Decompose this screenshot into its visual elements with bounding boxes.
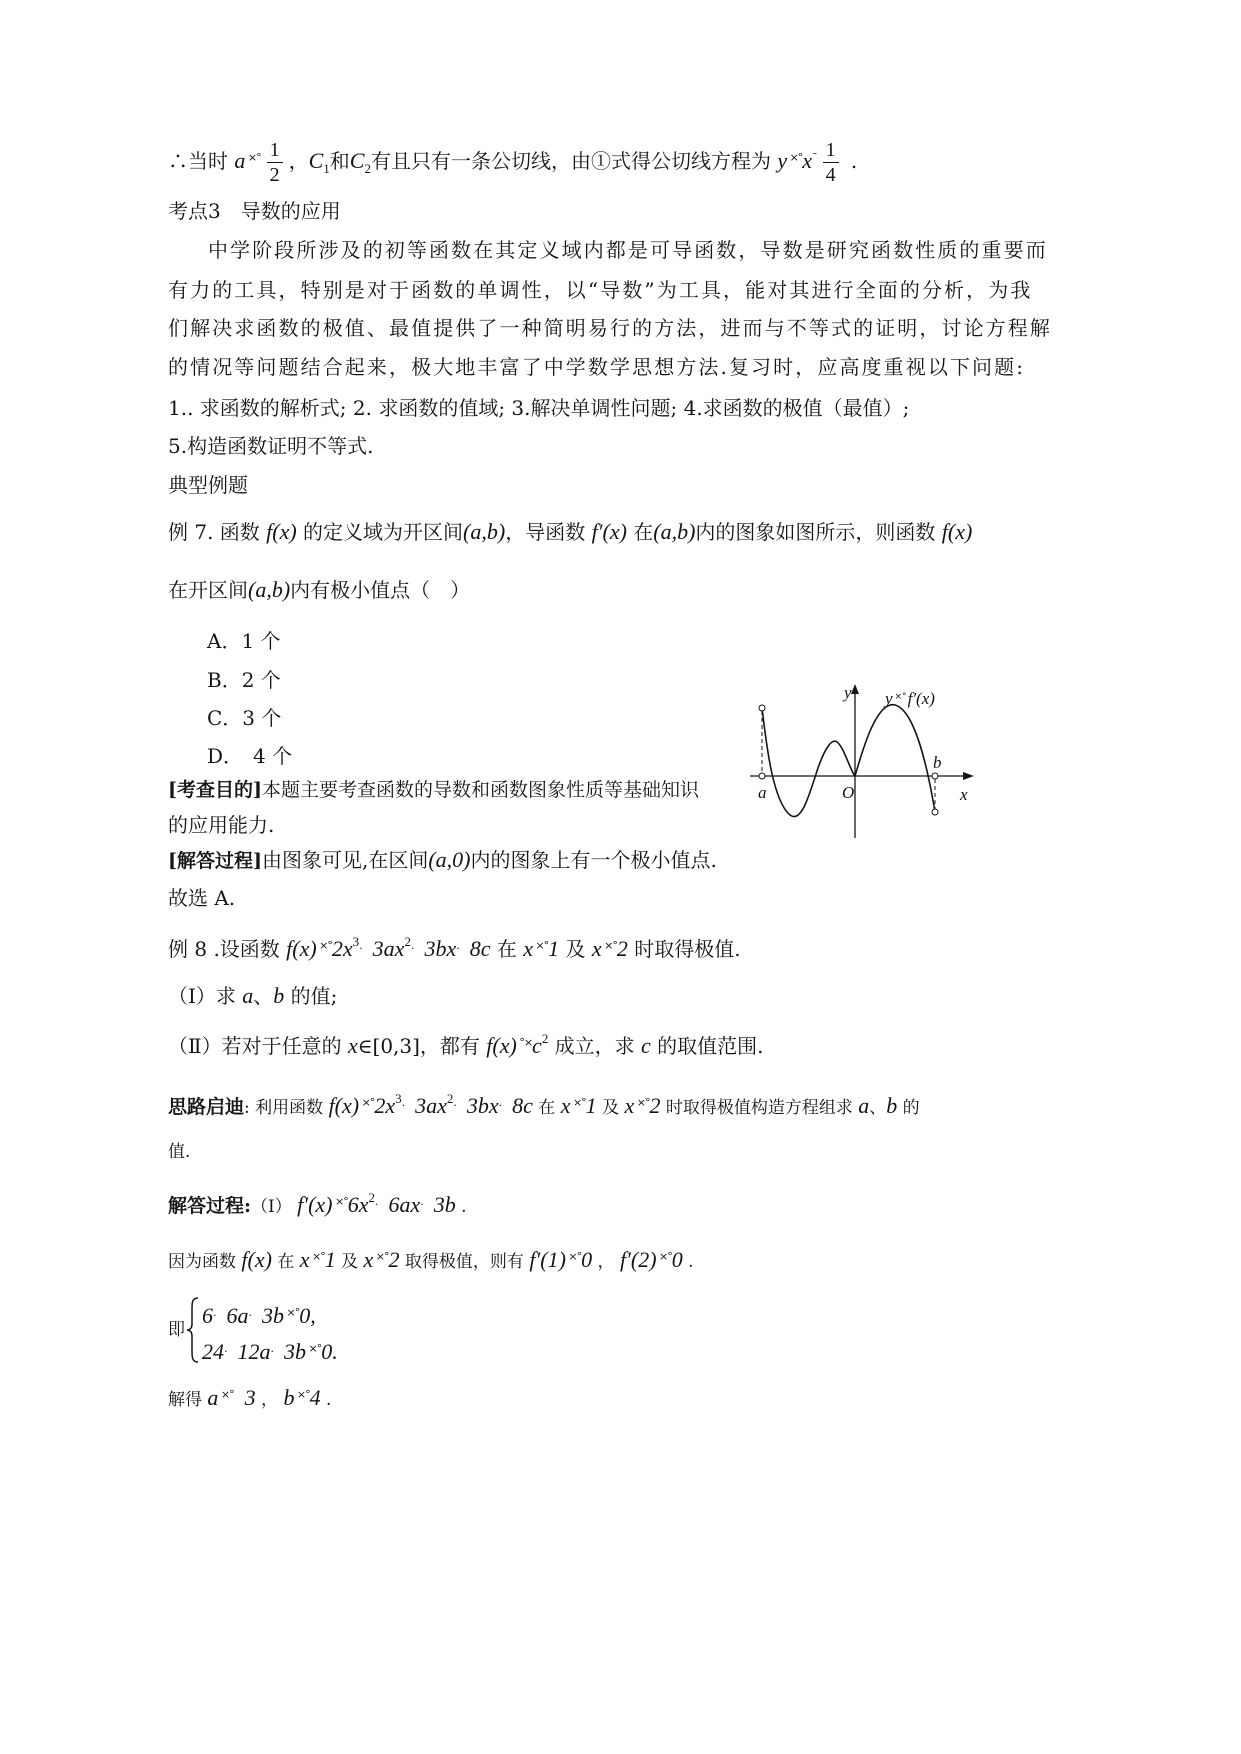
math-expression: 6a <box>215 1303 249 1328</box>
math-expression: f′(x) <box>591 519 627 544</box>
garbled-glyph: ×° <box>532 939 549 952</box>
text-run: ，导函数 <box>505 520 592 544</box>
text-run: 考点3 导数的应用 <box>168 199 341 223</box>
text-run: ∴当时 <box>168 149 235 173</box>
math-expression: x <box>523 936 533 961</box>
text-run: 因为函数 <box>168 1252 242 1272</box>
fraction-numerator: 1 <box>823 138 839 163</box>
math-expression: x <box>591 936 602 961</box>
fraction <box>267 138 283 187</box>
system-lead-word: 即 <box>168 1320 185 1340</box>
text-run: . <box>320 1390 332 1410</box>
superscript: 2 <box>368 1190 375 1205</box>
math-expression: 3bx <box>455 1093 499 1118</box>
intro-paragraph-line-3 <box>168 313 1052 343</box>
fraction-denominator: 2 <box>269 164 280 186</box>
superscript: 2 <box>404 934 411 949</box>
bold-label: 解答过程: <box>168 1195 252 1217</box>
superscript: 3 <box>395 1091 402 1106</box>
text-run: ， <box>592 1252 620 1272</box>
fraction-numerator: 1 <box>267 138 283 163</box>
text-run: 中学阶段所涉及的初等函数在其定义域内都是可导函数，导数是研究函数性质的重要而 <box>208 238 1048 262</box>
text-run: 在 <box>271 1252 300 1272</box>
point-a-label: a <box>758 783 767 802</box>
math-expression: b <box>886 1093 898 1118</box>
section-heading <box>168 196 341 226</box>
math-expression: b <box>273 983 285 1008</box>
math-expression: 1 <box>548 936 560 961</box>
garbled-glyph: ×° <box>245 151 261 164</box>
text-run: ， <box>288 149 309 173</box>
option-d <box>207 741 292 771</box>
math-expression: x <box>560 1093 571 1118</box>
superscript: 2 <box>541 1031 549 1046</box>
text-run: 由图象可见,在区间 <box>261 848 429 872</box>
garbled-glyph: ×° <box>332 1195 348 1208</box>
curve-label <box>883 689 935 708</box>
math-expression: a <box>242 983 254 1008</box>
garbled-glyph: ×° <box>601 939 617 952</box>
text-run: 的情况等问题结合起来，极大地丰富了中学数学思想方法.复习时，应高度重视以下问题: <box>168 355 1026 379</box>
axis-point-a <box>759 773 765 779</box>
garbled-glyph: ×° <box>565 1250 582 1263</box>
math-expression: 1 <box>324 1247 336 1272</box>
text-run: . <box>844 149 858 173</box>
text-run: 值. <box>168 1142 191 1162</box>
example-8-part-1 <box>168 981 337 1011</box>
subscript: 2 <box>364 161 371 176</box>
text-run: 内有极小值点（ ） <box>290 578 471 602</box>
text-run: 有力的工具，特别是对于函数的单调性，以“导数”为工具，能对其进行全面的分析，为我 <box>168 278 1033 302</box>
garbled-glyph: ×° <box>634 1096 650 1109</box>
topic-list-line-2 <box>168 431 373 461</box>
math-expression: 24 <box>202 1339 224 1364</box>
text-run: 内的图象上有一个极小值点. <box>470 848 717 872</box>
text-run: 取得极值，则有 <box>399 1252 530 1272</box>
curve-label-y: y <box>885 689 893 708</box>
option-b <box>207 665 281 695</box>
math-expression: 6ax <box>377 1192 421 1217</box>
example-7-purpose-line-1 <box>168 775 699 805</box>
text-run: 本题主要考查函数的导数和函数图象性质等基础知识 <box>261 779 699 801</box>
text-run: 及 <box>559 937 592 961</box>
math-expression: 3 <box>233 1385 256 1410</box>
example-8-question <box>168 931 741 964</box>
math-expression: a <box>207 1385 219 1410</box>
garbled-glyph: ×° <box>787 151 803 164</box>
math-expression: 0 <box>581 1247 593 1272</box>
garbled-glyph: . <box>401 1096 405 1109</box>
math-expression: 6x <box>347 1192 369 1217</box>
math-expression: a <box>234 148 246 173</box>
example-7-purpose-line-2 <box>168 810 274 840</box>
text-run: 例 7. 函数 <box>168 520 267 544</box>
text-run: 1.. 求函数的解析式; 2. 求函数的值域; 3.解决单调性问题; 4.求函数的极值（最值）; <box>168 396 910 420</box>
math-expression: c <box>532 1033 542 1058</box>
math-expression: f′(x) <box>297 1192 333 1217</box>
bold-label: [考查目的] <box>168 779 262 801</box>
garbled-glyph: ×° <box>309 1250 325 1263</box>
text-run: C．3 个 <box>207 706 282 730</box>
text-run: D． 4 个 <box>207 744 293 768</box>
fraction <box>823 138 839 187</box>
text-run: 在开区间 <box>168 578 248 602</box>
garbled-glyph: . <box>213 1306 216 1319</box>
example-7-solution <box>168 845 717 876</box>
example-8-solution-step-2 <box>168 1242 694 1277</box>
subscript: 1 <box>323 161 330 176</box>
math-expression: 2x <box>331 936 353 961</box>
math-expression: 3b <box>273 1339 306 1364</box>
garbled-glyph: °× <box>516 1036 533 1049</box>
garbled-glyph: . <box>359 939 362 952</box>
garbled-glyph: . <box>498 1096 502 1109</box>
example-8-part-2 <box>168 1028 764 1061</box>
text-run: 时取得极值. <box>627 937 741 961</box>
curve-label-sign: ×° <box>894 692 907 702</box>
garbled-glyph: . <box>410 939 414 952</box>
open-endpoint-b <box>932 809 938 815</box>
text-run: ∈[0,3]，都有 <box>357 1034 487 1058</box>
option-a <box>207 626 281 656</box>
text-run: 在 <box>626 520 654 544</box>
origin-label: O <box>842 783 855 802</box>
math-expression: y <box>777 148 788 173</box>
math-expression: 0. <box>321 1339 338 1364</box>
superscript: 3 <box>352 934 360 949</box>
text-run: 有且只有一条公切线，由①式得公切线方程为 <box>370 149 778 173</box>
text-run: 解得 <box>168 1390 208 1410</box>
example-8-hint-line-2 <box>168 1137 190 1167</box>
text-run: 成立，求 <box>548 1034 642 1058</box>
math-expression: b <box>283 1385 295 1410</box>
text-run: 的取值范围. <box>650 1034 764 1058</box>
garbled-glyph: ×° <box>218 1388 234 1401</box>
garbled-glyph: ˉ <box>812 151 817 164</box>
text-run: . <box>682 1252 694 1272</box>
garbled-glyph: ×° <box>359 1096 375 1109</box>
math-expression: C <box>308 148 324 173</box>
math-expression: 2 <box>649 1093 661 1118</box>
math-expression: 3ax <box>361 936 405 961</box>
text-run: 的值; <box>284 984 338 1008</box>
math-expression: f′(1) <box>529 1247 566 1272</box>
math-expression: (a,0) <box>428 847 471 872</box>
text-run: （Ⅱ）若对于任意的 <box>168 1034 348 1058</box>
math-expression: a <box>858 1093 870 1118</box>
garbled-glyph: ×° <box>570 1096 586 1109</box>
text-run: 及 <box>596 1098 625 1118</box>
open-endpoint-a <box>759 705 765 711</box>
system-brace <box>186 1296 200 1364</box>
garbled-glyph: ×° <box>294 1388 310 1401</box>
text-run: 在 <box>532 1098 561 1118</box>
text-run: 内的图象如图所示，则函数 <box>695 520 942 544</box>
math-expression: 3bx <box>413 936 457 961</box>
math-expression: (a,b) <box>463 519 506 544</box>
point-b-label: b <box>933 753 942 772</box>
text-run: ， <box>255 1390 284 1410</box>
tangent-line-conclusion <box>168 138 857 187</box>
text-run: : 利用函数 <box>244 1098 329 1118</box>
system-equation-1 <box>202 1298 316 1331</box>
intro-paragraph-line-2 <box>168 275 1032 305</box>
example-8-solution-step-1 <box>168 1187 467 1222</box>
math-expression: x <box>802 148 813 173</box>
y-axis-arrow-icon <box>851 684 859 694</box>
axis-point-b <box>932 773 938 779</box>
y-axis-label: y <box>844 683 852 702</box>
garbled-glyph: ×° <box>656 1250 672 1263</box>
math-expression: f(x) <box>486 1033 517 1058</box>
math-expression: 6 <box>202 1303 213 1328</box>
example-8-hint-line-1 <box>168 1088 920 1123</box>
text-run: 的 <box>897 1098 920 1118</box>
math-expression: 3b <box>422 1192 456 1217</box>
text-run: 5.构造函数证明不等式. <box>168 434 374 458</box>
text-run: （Ⅰ） <box>251 1197 298 1217</box>
example-7-question-line-2 <box>168 575 470 605</box>
text-run: 例 8 .设函数 <box>168 937 287 961</box>
garbled-glyph: . <box>270 1342 273 1355</box>
math-expression: x <box>299 1247 310 1272</box>
superscript: 2 <box>446 1091 454 1106</box>
example-7-answer <box>168 883 235 913</box>
math-expression: f(x) <box>266 519 297 544</box>
math-expression: 4 <box>309 1385 321 1410</box>
math-expression: 2x <box>374 1093 396 1118</box>
garbled-glyph: . <box>420 1195 423 1208</box>
math-expression: 3ax <box>404 1093 447 1118</box>
intro-paragraph-line-4 <box>168 352 1025 382</box>
text-run: 和 <box>329 149 350 173</box>
bold-label: [解答过程] <box>168 850 262 872</box>
garbled-glyph: ×° <box>316 939 332 952</box>
math-expression: C <box>349 148 365 173</box>
text-run: 、 <box>253 984 274 1008</box>
garbled-glyph: . <box>224 1342 227 1355</box>
garbled-glyph: . <box>456 939 459 952</box>
fraction-denominator: 4 <box>825 164 836 186</box>
math-expression: 2 <box>388 1247 400 1272</box>
text-run: A．1 个 <box>207 629 281 653</box>
x-axis-label: x <box>960 785 968 804</box>
garbled-glyph: . <box>453 1096 456 1109</box>
math-expression: 12a <box>226 1339 271 1364</box>
math-expression: 3b <box>251 1303 284 1328</box>
text-run: 及 <box>335 1252 364 1272</box>
text-run: （Ⅰ）求 <box>168 984 243 1008</box>
derivative-graph <box>740 680 980 850</box>
text-run: 在 <box>490 937 524 961</box>
math-expression: f(x) <box>286 936 317 961</box>
math-expression: f′(2) <box>619 1247 657 1272</box>
intro-paragraph-line-1 <box>208 235 1048 265</box>
garbled-glyph: ×° <box>284 1306 300 1319</box>
curve-label-function: f′(x) <box>907 689 935 708</box>
garbled-glyph: ×° <box>373 1250 389 1263</box>
garbled-glyph: ×° <box>306 1342 322 1355</box>
garbled-glyph: . <box>374 1195 378 1208</box>
math-expression: f(x) <box>941 519 973 544</box>
option-c <box>207 703 281 733</box>
topic-list-line-1 <box>168 393 909 423</box>
text-run: 的应用能力. <box>168 813 275 837</box>
examples-heading <box>168 470 248 500</box>
text-run: 、 <box>869 1098 887 1118</box>
math-expression: (a,b) <box>248 577 291 602</box>
x-axis-arrow-icon <box>963 772 974 780</box>
text-run: 典型例题 <box>168 473 248 497</box>
text-run: 的定义域为开区间 <box>296 520 464 544</box>
example-7-question-line-1 <box>168 517 972 547</box>
math-expression: x <box>624 1093 635 1118</box>
math-expression: 2 <box>616 936 628 961</box>
example-8-solution-result <box>168 1380 331 1415</box>
math-expression: 0, <box>299 1303 316 1328</box>
math-expression: 1 <box>585 1093 597 1118</box>
math-expression: (a,b) <box>653 519 696 544</box>
bold-label: 思路启迪 <box>168 1096 245 1118</box>
text-run: . <box>455 1197 467 1217</box>
text-run: 们解决求函数的极值、最值提供了一种简明易行的方法，进而与不等式的证明，讨论方程解 <box>168 316 1052 340</box>
system-equation-2 <box>202 1334 338 1367</box>
math-expression: x <box>363 1247 374 1272</box>
math-expression: f(x) <box>241 1247 272 1272</box>
text-run: 故选 A. <box>168 886 236 910</box>
math-expression: 0 <box>671 1247 683 1272</box>
math-expression: c <box>641 1033 651 1058</box>
math-expression: 8c <box>458 936 491 961</box>
text-run: B．2 个 <box>207 668 281 692</box>
text-run: 时取得极值构造方程组求 <box>660 1098 859 1118</box>
math-expression: x <box>347 1033 358 1058</box>
garbled-glyph: . <box>248 1306 251 1319</box>
math-expression: 8c <box>501 1093 533 1118</box>
math-expression: f(x) <box>328 1093 360 1118</box>
